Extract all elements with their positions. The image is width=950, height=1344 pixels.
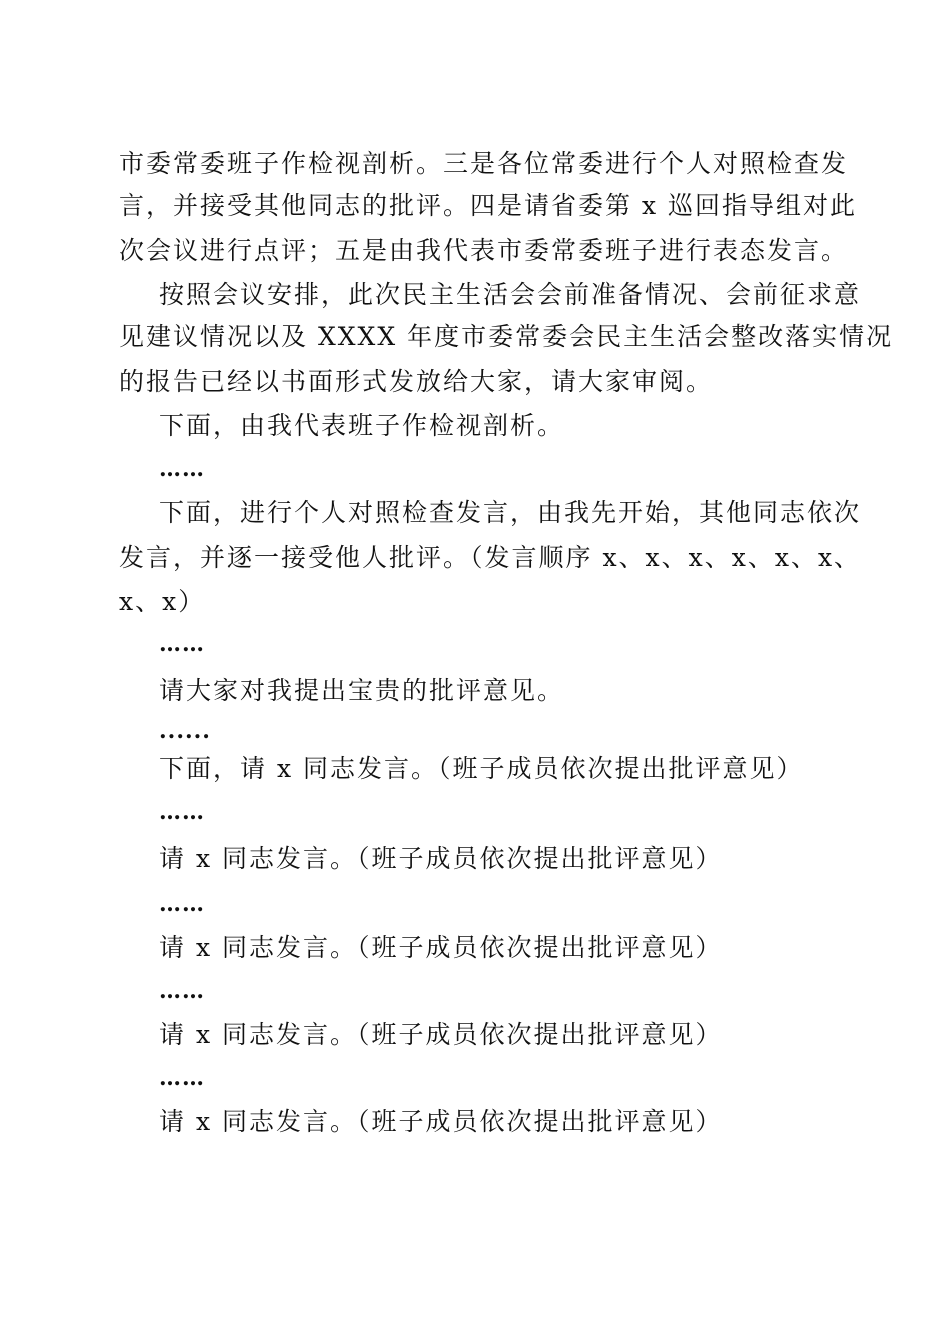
ellipsis-5: ……: [159, 978, 205, 1004]
paragraph-1-line-1: 市委常委班子作检视剖析。三是各位常委进行个人对照检查发: [119, 149, 849, 178]
paragraph-7: 请 x 同志发言。（班子成员依次提出批评意见）: [159, 844, 723, 873]
paragraph-3: 下面，由我代表班子作检视剖析。: [159, 411, 565, 440]
document-body: [119, 143, 894, 1143]
paragraph-6: 下面，请 x 同志发言。（班子成员依次提出批评意见）: [159, 754, 804, 783]
paragraph-2-line-1: 按照会议安排，此次民主生活会会前准备情况、会前征求意: [159, 280, 862, 309]
paragraph-4-line-3: x、x）: [119, 587, 206, 616]
ellipsis-2: ……: [159, 631, 205, 657]
ellipsis-6: ……: [159, 1065, 205, 1091]
paragraph-5: 请大家对我提出宝贵的批评意见。: [159, 676, 565, 705]
paragraph-8: 请 x 同志发言。（班子成员依次提出批评意见）: [159, 933, 723, 962]
paragraph-2-line-3: 的报告已经以书面形式发放给大家，请大家审阅。: [119, 367, 714, 396]
ellipsis-4: ……: [159, 891, 205, 917]
paragraph-1-line-2: 言，并接受其他同志的批评。四是请省委第 x 巡回指导组对此: [119, 191, 857, 220]
ellipsis-1: ……: [159, 456, 205, 482]
dots-small: ......: [159, 718, 211, 744]
paragraph-10: 请 x 同志发言。（班子成员依次提出批评意见）: [159, 1107, 723, 1136]
paragraph-4-line-1: 下面，进行个人对照检查发言，由我先开始，其他同志依次: [159, 498, 862, 527]
paragraph-2-line-2: 见建议情况以及 XXXX 年度市委常委会民主生活会整改落实情况: [119, 322, 894, 351]
paragraph-4-line-2: 发言，并逐一接受他人批评。（发言顺序 x、x、x、x、x、x、: [119, 543, 862, 572]
paragraph-1-line-3: 次会议进行点评；五是由我代表市委常委班子进行表态发言。: [119, 236, 849, 265]
ellipsis-3: ……: [159, 799, 205, 825]
paragraph-9: 请 x 同志发言。（班子成员依次提出批评意见）: [159, 1020, 723, 1049]
